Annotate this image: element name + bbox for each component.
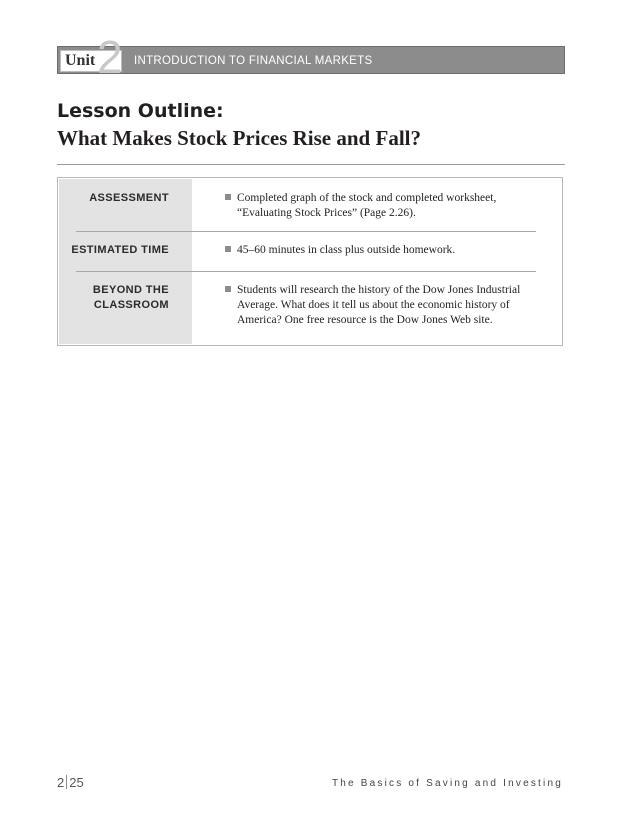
unit-word: Unit <box>65 52 96 69</box>
beyond-label-line-1: BEYOND THE <box>92 284 169 296</box>
row-label-assessment: ASSESSMENT <box>89 192 169 204</box>
estimated-time-line-1: 45–60 minutes in class plus outside homework. <box>237 244 456 256</box>
beyond-line-2: Average. What does it tell us about the economic history of <box>237 299 510 311</box>
row-divider <box>76 231 536 232</box>
page-number-separator <box>66 775 67 789</box>
row-text-beyond-classroom <box>225 283 535 328</box>
row-label-estimated-time: ESTIMATED TIME <box>71 244 169 256</box>
beyond-line-1: Students will research the history of the Dow Jones Industrial <box>237 284 521 296</box>
assessment-line-2: “Evaluating Stock Prices” (Page 2.26). <box>237 207 416 219</box>
title-divider <box>57 164 565 165</box>
footer-page-number: 25 <box>69 775 84 790</box>
bullet-square-icon <box>225 194 231 200</box>
bullet-square-icon <box>225 286 231 292</box>
outline-table <box>57 177 563 346</box>
lesson-title: What Makes Stock Prices Rise and Fall? <box>57 126 421 150</box>
lesson-label: Lesson Outline: <box>57 100 224 122</box>
page-number <box>57 775 84 790</box>
section-title: INTRODUCTION TO FINANCIAL MARKETS <box>134 55 373 67</box>
row-label-beyond-classroom <box>58 283 169 313</box>
row-text-assessment <box>225 191 535 221</box>
unit-number: 2 <box>97 31 122 83</box>
beyond-line-3: America? One free resource is the Dow Jones Web site. <box>237 314 493 326</box>
assessment-line-1: Completed graph of the stock and completed worksheet, <box>237 192 497 204</box>
row-divider <box>76 271 536 272</box>
book-title: The Basics of Saving and Investing <box>331 778 563 789</box>
beyond-label-line-2: CLASSROOM <box>93 299 169 311</box>
bullet-square-icon <box>225 246 231 252</box>
row-text-estimated-time <box>225 243 535 258</box>
footer-unit-number: 2 <box>57 775 65 790</box>
